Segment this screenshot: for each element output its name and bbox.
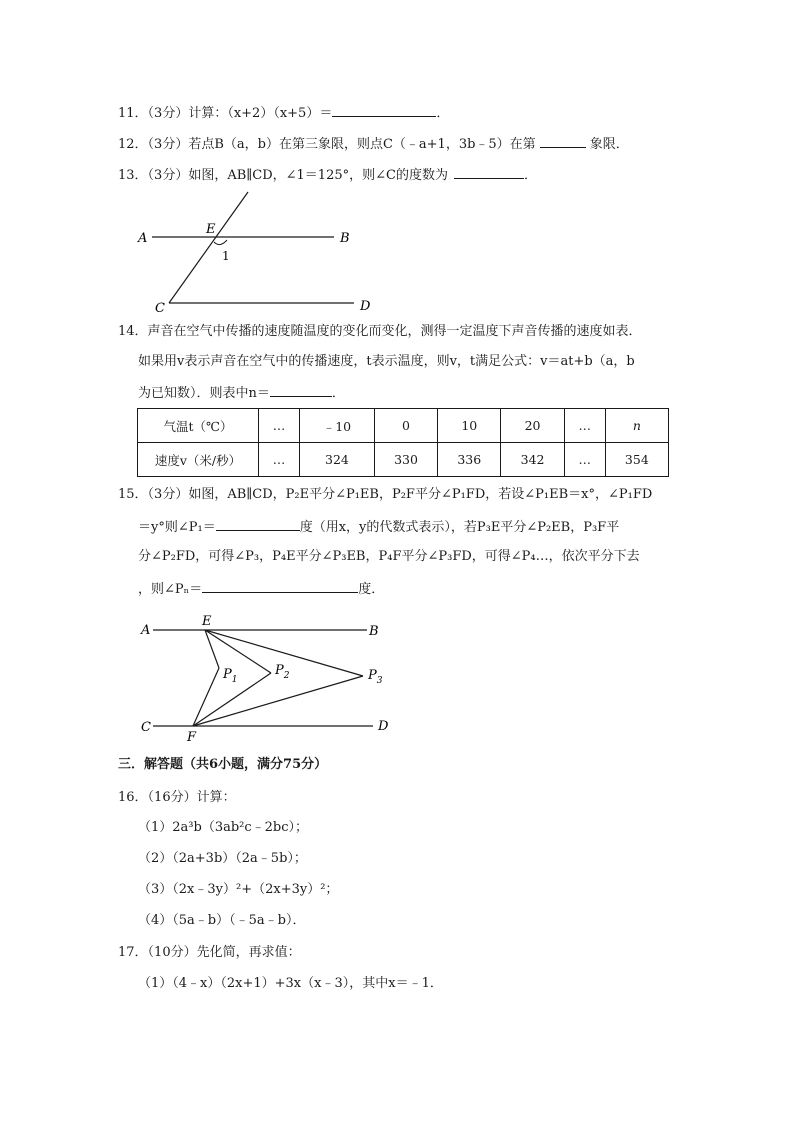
- label-p1: $P_1$: [223, 667, 238, 685]
- question-15-line4: ，则∠Pₙ＝ 度．: [138, 578, 384, 600]
- answer-blank-13[interactable]: [454, 164, 524, 179]
- question-17-item-1: （1）（4﹣x）（2x+1）+3x（x﹣3），其中x＝﹣1．: [138, 976, 443, 991]
- question-16-item-3: （3）（2x﹣3y）²+（2x+3y）²；: [138, 882, 339, 897]
- table-row: 速度v（米/秒） … 324 330 336 342 … 354: [138, 443, 669, 477]
- label-a: A: [141, 623, 151, 638]
- label-p3: $P_3$: [368, 668, 383, 686]
- answer-blank-12[interactable]: [540, 133, 586, 148]
- label-e: E: [206, 222, 216, 237]
- question-14-line2: 如果用v表示声音在空气中的传播速度，t表示温度，则v，t满足公式：v＝at+b（a，b: [138, 354, 635, 369]
- question-15-line1: 15．（3分）如图，AB∥CD，P₂E平分∠P₁EB，P₂F平分∠P₁FD，若设∠P₁EB＝x°，∠P₁FD: [118, 487, 653, 502]
- figure-13-parallel-lines: [130, 190, 390, 320]
- segment-e-p1: [205, 630, 219, 668]
- label-b: B: [340, 231, 350, 246]
- transversal-line: [169, 192, 248, 303]
- label-c: C: [141, 720, 151, 735]
- label-e: E: [202, 614, 212, 629]
- question-16-item-2: （2）（2a+3b）（2a﹣5b）；: [138, 851, 307, 866]
- question-12: 12．（3分）若点B（a，b）在第三象限，则点C（﹣a+1，3b﹣5）在第 象限．: [118, 133, 629, 155]
- question-14-line3: 为已知数）．则表中n＝ ．: [138, 382, 345, 404]
- answer-blank-14[interactable]: [270, 382, 332, 397]
- label-f: F: [187, 730, 197, 745]
- label-d: D: [378, 719, 389, 734]
- question-17-head: 17．（10分）先化简，再求值：: [118, 945, 301, 960]
- question-16-item-1: （1）2a³b（3ab²c﹣2bc）；: [138, 820, 309, 835]
- question-11: 11．（3分）计算：（x+2）（x+5）＝ ．: [118, 102, 449, 124]
- answer-blank-15b[interactable]: [202, 578, 358, 593]
- label-a: A: [138, 231, 148, 246]
- label-c: C: [155, 301, 165, 316]
- angle-1-arc: [214, 240, 227, 245]
- table-row: 气温t（℃） … ﹣10 0 10 20 … n: [138, 409, 669, 443]
- question-15-line3: 分∠P₂FD，可得∠P₃，P₄E平分∠P₃EB，P₄F平分∠P₃FD，可得∠P₄…，依次平分下去: [138, 549, 640, 564]
- question-13: 13．（3分）如图，AB∥CD，∠1＝125°，则∠C的度数为 ．: [118, 164, 537, 186]
- question-16-head: 16．（16分）计算：: [118, 790, 236, 805]
- label-p2: $P_2$: [275, 663, 290, 681]
- segment-p3-f: [193, 676, 363, 726]
- section-3-title: 三．解答题（共6小题，满分75分）: [118, 757, 328, 772]
- answer-blank-11[interactable]: [332, 102, 436, 117]
- label-angle-1: 1: [222, 249, 230, 263]
- question-15-line2: ＝y°则∠P₁＝ 度（用x，y的代数式表示），若P₃E平分∠P₂EB，P₃F平: [138, 516, 619, 538]
- question-14-line1: 14．声音在空气中传播的速度随温度的变化而变化，测得一定温度下声音传播的速度如表．: [118, 324, 642, 339]
- segment-e-p2: [205, 630, 271, 673]
- speed-temperature-table: [137, 408, 669, 477]
- figure-15-bisectors: [135, 610, 405, 745]
- question-16-item-4: （4）（5a﹣b）（﹣5a﹣b）．: [138, 913, 306, 928]
- answer-blank-15a[interactable]: [216, 516, 300, 531]
- label-b: B: [369, 624, 379, 639]
- label-d: D: [360, 299, 371, 314]
